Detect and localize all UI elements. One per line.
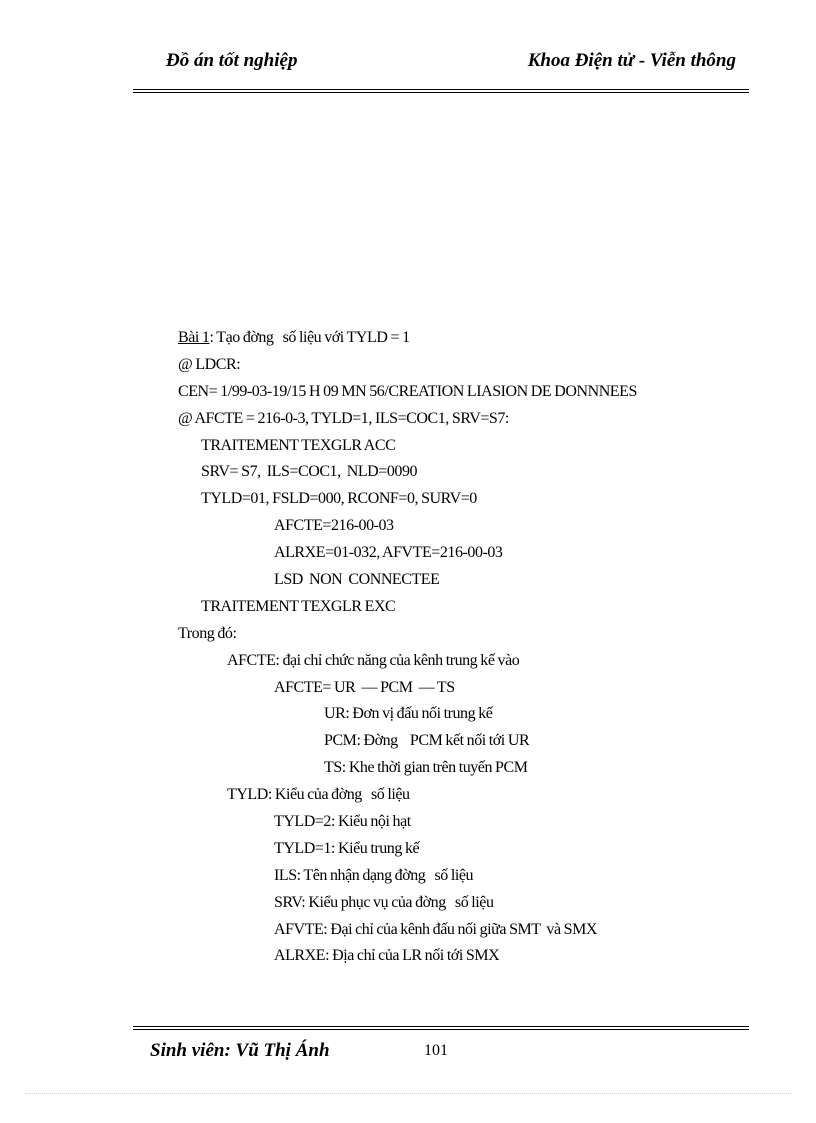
text-line: AFCTE=216-00-03 <box>274 517 394 535</box>
header-right-title: Khoa Điện tử - Viễn thông <box>527 50 736 71</box>
text-line: TYLD: Kiểu của đờng số liệu <box>227 786 410 804</box>
exercise-label: Bài 1 <box>178 329 210 346</box>
text-line: ILS: Tên nhận dạng đờng số liệu <box>274 866 474 884</box>
text-line: TS: Khe thời gian trên tuyến PCM <box>324 759 528 777</box>
exercise-title-text: : Tạo đờng số liệu với TYLD = 1 <box>209 329 410 346</box>
text-line: CEN= 1/99-03-19/15 H 09 MN 56/CREATION LIASION DE DONNNEES <box>178 382 637 400</box>
text-line: TYLD=1: Kiểu trung kế <box>274 839 420 857</box>
text-line: TRAITEMENT TEXGLR EXC <box>201 597 396 615</box>
header-double-rule <box>133 89 749 93</box>
text-line: @ AFCTE = 216-0-3, TYLD=1, ILS=COC1, SRV=S7: <box>178 409 509 427</box>
text-line: UR: Đơn vị đấu nối trung kế <box>324 705 493 723</box>
header-left-title: Đồ án tốt nghiệp <box>166 50 298 71</box>
text-line: LSD NON CONNECTEE <box>274 571 440 589</box>
text-line: TYLD=2: Kiểu nội hạt <box>274 813 411 831</box>
page-number: 101 <box>424 1042 448 1059</box>
text-line: AFCTE: đại chỉ chức năng của kênh trung kế vào <box>227 651 520 669</box>
text-line: ALRXE=01-032, AFVTE=216-00-03 <box>274 544 503 562</box>
document-body <box>178 325 758 970</box>
text-line: PCM: Đờng PCM kết nối tới UR <box>324 732 530 750</box>
page-edge-dotted-line <box>25 1093 791 1094</box>
text-line: Trong đó: <box>178 624 237 642</box>
text-line: TRAITEMENT TEXGLR ACC <box>201 436 396 454</box>
footer-double-rule <box>133 1026 749 1030</box>
text-line: SRV= S7, ILS=COC1, NLD=0090 <box>201 463 418 481</box>
exercise-title <box>178 325 758 352</box>
text-line: AFVTE: Đại chỉ của kênh đấu nối giữa SMT và SMX <box>274 920 598 938</box>
text-line: ALRXE: Địa chỉ của LR nối tới SMX <box>274 947 500 965</box>
text-line: AFCTE= UR — PCM — TS <box>274 678 455 696</box>
text-line: @ LDCR: <box>178 355 241 373</box>
text-line: TYLD=01, FSLD=000, RCONF=0, SURV=0 <box>201 490 477 508</box>
text-line: SRV: Kiểu phục vụ của đờng số liệu <box>274 893 494 911</box>
footer-student-name: Sinh viên: Vũ Thị Ánh <box>150 1040 330 1061</box>
